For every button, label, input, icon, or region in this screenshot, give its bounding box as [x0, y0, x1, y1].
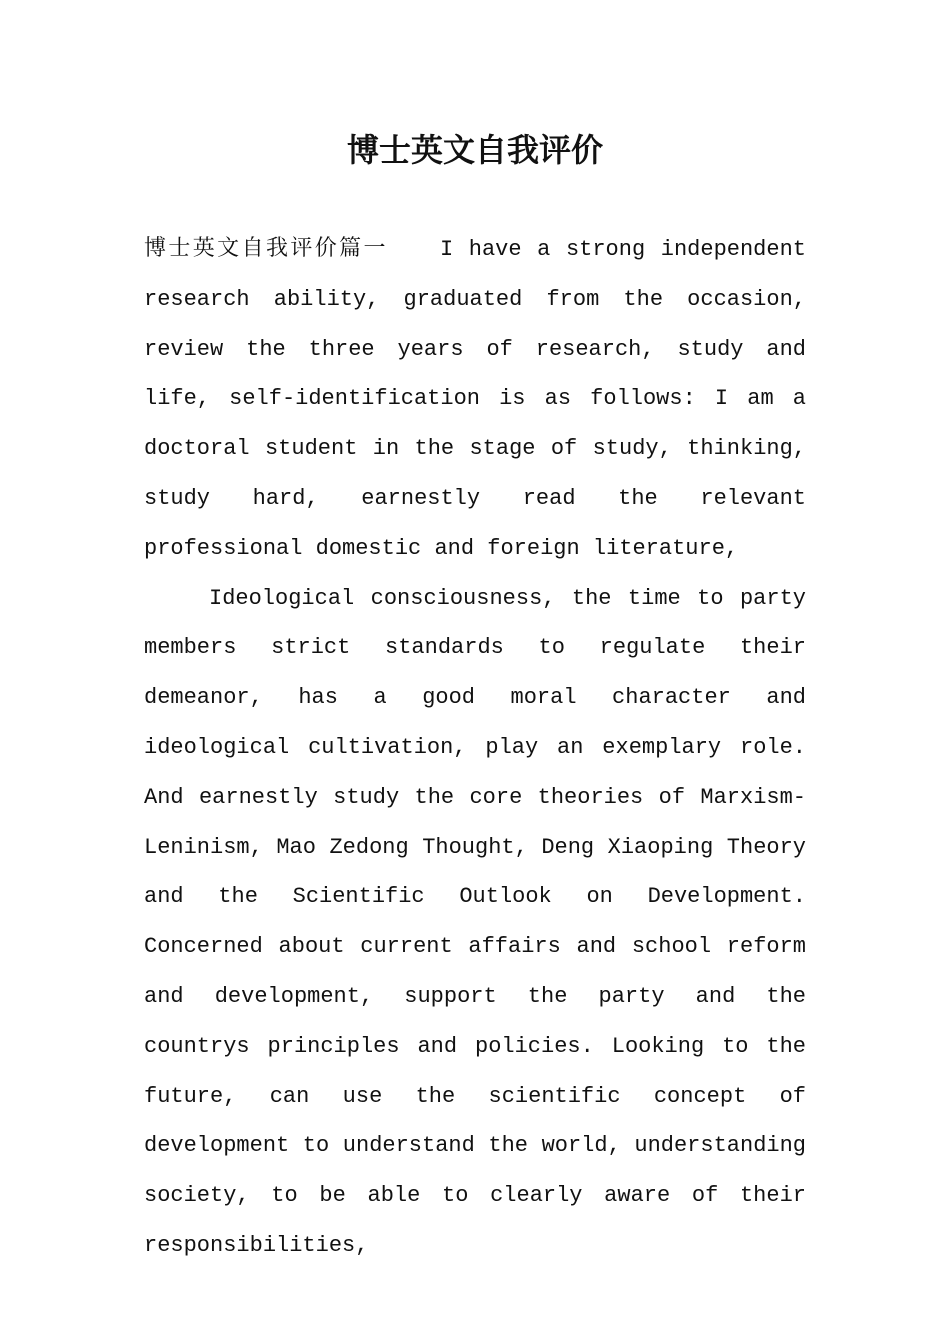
- paragraph-2: Ideological consciousness, the time to party members strict standards to regulate their demeanor, has a good moral character and ideological cultivation, play an exemplary role. And earnestly study the core theories of Marxism-Leninism, Mao Zedong Thought, Deng Xiaoping Theory and the Scientific Outlook on Development. Concerned about current affairs and school reform and development, support the party and the countrys principles and policies. Looking to the future, can use the scientific concept of development to understand the world, understanding society, to be able to clearly aware of their responsibilities,: [144, 585, 806, 1258]
- document-body: [144, 224, 806, 1271]
- document-title: 博士英文自我评价: [346, 131, 603, 169]
- paragraph-1-text: I have a strong independent research ability, graduated from the occasion, review the three years of research, study and life, self-identification is as follows: I am a doctoral student in the stage of study, thinking, study hard, earnestly read the relevant professional domestic and foreign literature,: [144, 237, 806, 561]
- section-heading: 博士英文自我评价篇一: [144, 236, 388, 261]
- paragraph-1: [144, 224, 806, 574]
